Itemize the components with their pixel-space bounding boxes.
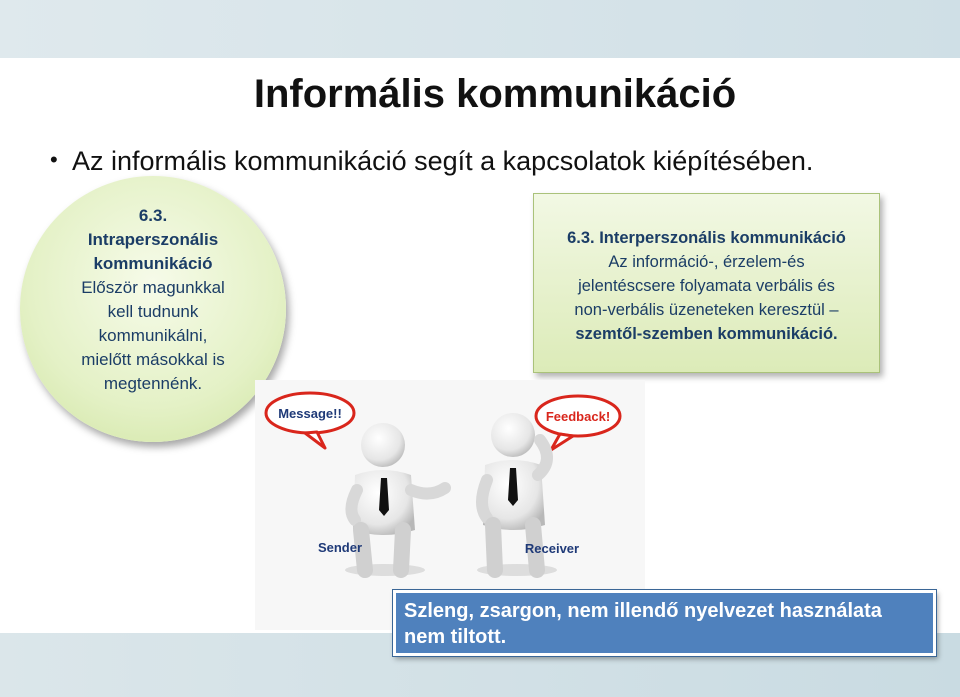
rect-line: non-verbális üzeneteken keresztül –: [574, 301, 839, 319]
rect-line: Az információ-, érzelem-és: [608, 253, 805, 271]
circle-line: Először magunkkal: [81, 278, 225, 297]
slide-title: Informális kommunikáció: [253, 72, 737, 116]
note-box: Szleng, zsargon, nem illendő nyelvezet használata nem tiltott.: [393, 590, 936, 656]
circle-line: kommunikálni,: [98, 326, 208, 345]
message-label: Message!!: [278, 406, 342, 421]
rect-last-line: szemtől-szemben kommunikáció.: [575, 325, 838, 343]
circle-line: mielőtt másokkal is: [81, 350, 225, 369]
sender-label: Sender: [317, 540, 363, 555]
feedback-label: Feedback!: [545, 409, 611, 424]
bullet-text: Az informális kommunikáció segít a kapcsolatok kiépítésében.: [72, 146, 814, 176]
intrapersonal-circle: [20, 176, 286, 442]
circle-line: kell tudnunk: [107, 302, 199, 321]
circle-line: megtennénk.: [103, 374, 203, 393]
rect-line: jelentéscsere folyamata verbális és: [578, 277, 835, 295]
circle-heading-line2: kommunikáció: [93, 254, 213, 273]
receiver-label: Receiver: [524, 541, 580, 556]
circle-number: 6.3.: [138, 206, 168, 225]
circle-heading-line1: Intraperszonális: [87, 230, 219, 249]
rect-heading: 6.3. Interperszonális kommunikáció: [567, 229, 846, 247]
top-band: [0, 0, 960, 58]
bullet-point: [50, 146, 813, 177]
interpersonal-box: [533, 193, 880, 373]
bullet-dot: •: [50, 147, 58, 172]
